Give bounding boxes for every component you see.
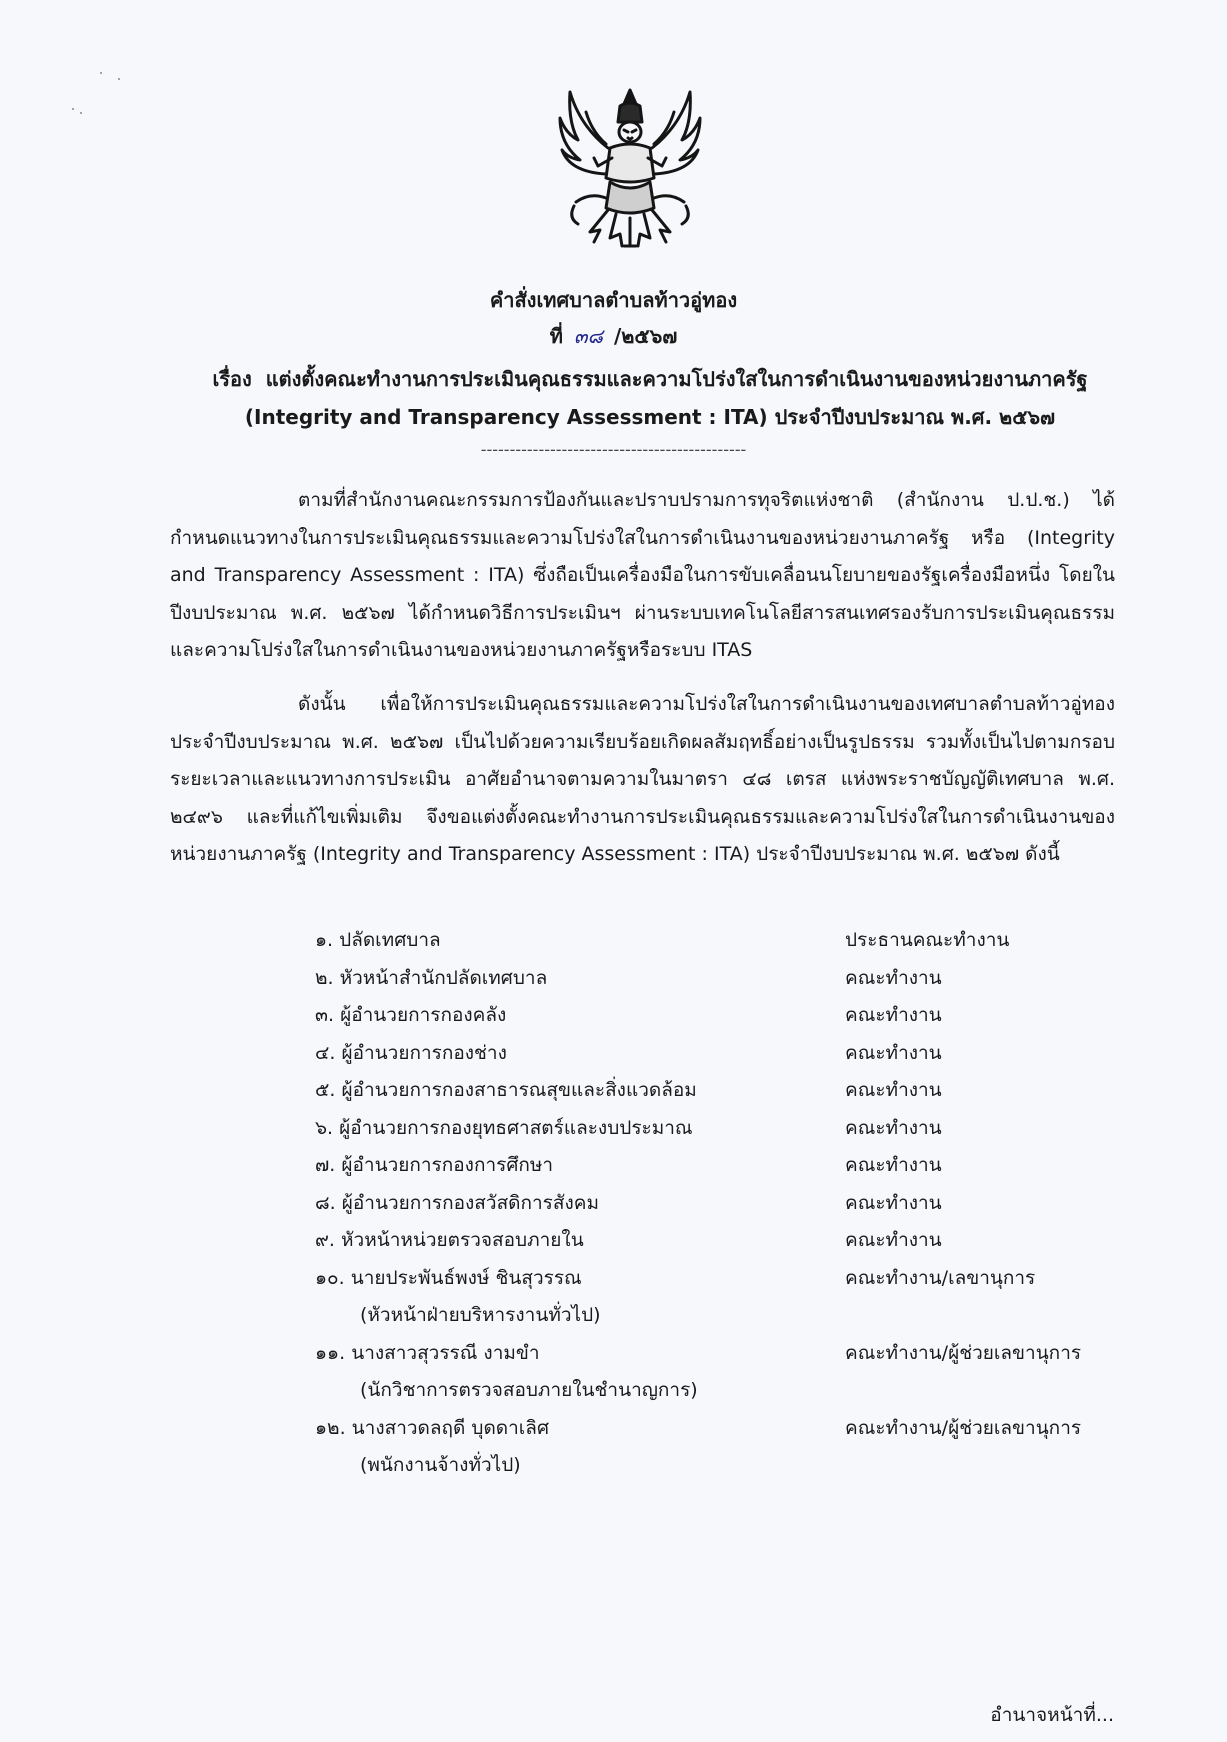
list-item bbox=[315, 1260, 1115, 1298]
member-role: คณะทำงาน bbox=[845, 1041, 942, 1064]
member-position: (หัวหน้าฝ่ายบริหารงานทั่วไป) bbox=[360, 1304, 601, 1326]
member-position: (นักวิชาการตรวจสอบภายในชำนาญการ) bbox=[360, 1379, 698, 1401]
paragraph-1 bbox=[170, 482, 1115, 670]
member-name: ๖. ผู้อำนวยการกองยุทธศาสตร์และงบประมาณ bbox=[315, 1116, 693, 1139]
member-role: คณะทำงาน bbox=[845, 1079, 942, 1101]
member-role: คณะทำงาน bbox=[845, 1116, 942, 1139]
member-role: คณะทำงาน bbox=[845, 966, 942, 989]
list-item bbox=[315, 1072, 1115, 1110]
document-title: คำสั่งเทศบาลตำบลท้าวอู่ทอง bbox=[489, 288, 738, 312]
member-name: ๘. ผู้อำนวยการกองสวัสดิการสังคม bbox=[315, 1191, 599, 1214]
list-item bbox=[315, 1185, 1115, 1223]
member-name: ๔. ผู้อำนวยการกองช่าง bbox=[315, 1041, 507, 1064]
continuation-text: อำนาจหน้าที่... bbox=[990, 1704, 1114, 1726]
member-role: คณะทำงาน/ผู้ช่วยเลขานุการ bbox=[845, 1341, 1082, 1364]
member-name: ๑๑. นางสาวสุวรรณี งามขำ bbox=[315, 1341, 540, 1364]
list-item bbox=[315, 1035, 1115, 1073]
member-role: คณะทำงาน/เลขานุการ bbox=[845, 1266, 1036, 1289]
document-number bbox=[0, 320, 1227, 352]
number-suffix: /๒๕๖๗ bbox=[613, 324, 678, 348]
subject-line-1: แต่งตั้งคณะทำงานการประเมินคุณธรรมและความโปร่งใสในการดำเนินงานของหน่วยงานภาครัฐ bbox=[265, 367, 1088, 391]
member-name: ๑. ปลัดเทศบาล bbox=[315, 929, 441, 951]
paragraph-2-text: ดังนั้น เพื่อให้การประเมินคุณธรรมและความโปร่งใสในการดำเนินงานของเทศบาลตำบลท้าวอู่ทอง ประจำปีงบประมาณ พ.ศ. ๒๕๖๗ เป็นไปด้วยความเรียบร้อยเกิดผลสัมฤทธิ์อย่างเป็นรูปธรรม รวมทั้งเป็นไปตามกรอบระยะเวลาและแนวทางการประเมิน อาศัยอำนาจตามความในมาตรา ๔๘ เตรส แห่งพระราชบัญญัติเทศบาล พ.ศ. ๒๔๙๖ และที่แก้ไขเพิ่มเติม จึงขอแต่งตั้งคณะทำงานการประเมินคุณธรรมและความโปร่งใสในการดำเนินงานของหน่วยงานภาครัฐ (Integrity and Transparency Assessment : ITA) ประจำปีงบประมาณ พ.ศ. ๒๕๖๗ ดังนี้ bbox=[170, 693, 1115, 865]
list-item bbox=[315, 1222, 1115, 1260]
member-name: ๕. ผู้อำนวยการกองสาธารณสุขและสิ่งแวดล้อม bbox=[315, 1079, 697, 1101]
member-position: (พนักงานจ้างทั่วไป) bbox=[360, 1454, 521, 1476]
paragraph-1-text: ตามที่สำนักงานคณะกรรมการป้องกันและปราบปรามการทุจริตแห่งชาติ (สำนักงาน ป.ป.ช.) ได้กำหนดแนวทางในการประเมินคุณธรรมและความโปร่งใสในการดำเนินงานของหน่วยงานภาครัฐ หรือ (Integrity and Transparency Assessment : ITA) ซึ่งถือเป็นเครื่องมือในการขับเคลื่อนนโยบายของรัฐเครื่องมือหนึ่ง โดยในปีงบประมาณ พ.ศ. ๒๕๖๗ ได้กำหนดวิธีการประเมินฯ ผ่านระบบเทคโนโลยีสารสนเทศรองรับการประเมินคุณธรรมและความโปร่งใสในการดำเนินงานของหน่วยงานภาครัฐหรือระบบ ITAS bbox=[170, 489, 1115, 661]
member-name: ๓. ผู้อำนวยการกองคลัง bbox=[315, 1004, 507, 1026]
document-subject bbox=[180, 360, 1120, 436]
member-name: ๑๐. นายประพันธ์พงษ์ ชินสุวรรณ bbox=[315, 1266, 582, 1289]
list-item-note bbox=[315, 1447, 1115, 1485]
list-item bbox=[315, 1147, 1115, 1185]
members-list bbox=[315, 922, 1115, 1485]
garuda-emblem-icon bbox=[550, 82, 710, 252]
list-item bbox=[315, 960, 1115, 998]
member-name: ๑๒. นางสาวดลฤดี บุดดาเลิศ bbox=[315, 1416, 550, 1439]
subject-label: เรื่อง bbox=[212, 367, 252, 391]
paragraph-2 bbox=[170, 686, 1115, 874]
list-item bbox=[315, 1410, 1115, 1448]
list-item bbox=[315, 1335, 1115, 1373]
list-item bbox=[315, 997, 1115, 1035]
member-name: ๗. ผู้อำนวยการกองการศึกษา bbox=[315, 1154, 554, 1176]
list-item-note bbox=[315, 1372, 1115, 1410]
member-role: คณะทำงาน bbox=[845, 1229, 942, 1251]
subject-line-2: (Integrity and Transparency Assessment : ITA) ประจำปีงบประมาณ พ.ศ. ๒๕๖๗ bbox=[244, 405, 1056, 429]
number-prefix: ที่ bbox=[549, 324, 563, 348]
list-item bbox=[315, 922, 1115, 960]
member-role: คณะทำงาน/ผู้ช่วยเลขานุการ bbox=[845, 1416, 1082, 1439]
member-name: ๙. หัวหน้าหน่วยตรวจสอบภายใน bbox=[315, 1229, 584, 1251]
list-item-note bbox=[315, 1297, 1115, 1335]
list-item bbox=[315, 1110, 1115, 1148]
member-role: คณะทำงาน bbox=[845, 1154, 942, 1176]
member-role: คณะทำงาน bbox=[845, 1004, 942, 1026]
number-handwritten: ๓๘ bbox=[573, 324, 603, 348]
member-name: ๒. หัวหน้าสำนักปลัดเทศบาล bbox=[315, 966, 548, 989]
divider: ---------------------------------------------- bbox=[480, 440, 747, 459]
member-role: คณะทำงาน bbox=[845, 1191, 942, 1214]
member-role: ประธานคณะทำงาน bbox=[845, 929, 1010, 951]
